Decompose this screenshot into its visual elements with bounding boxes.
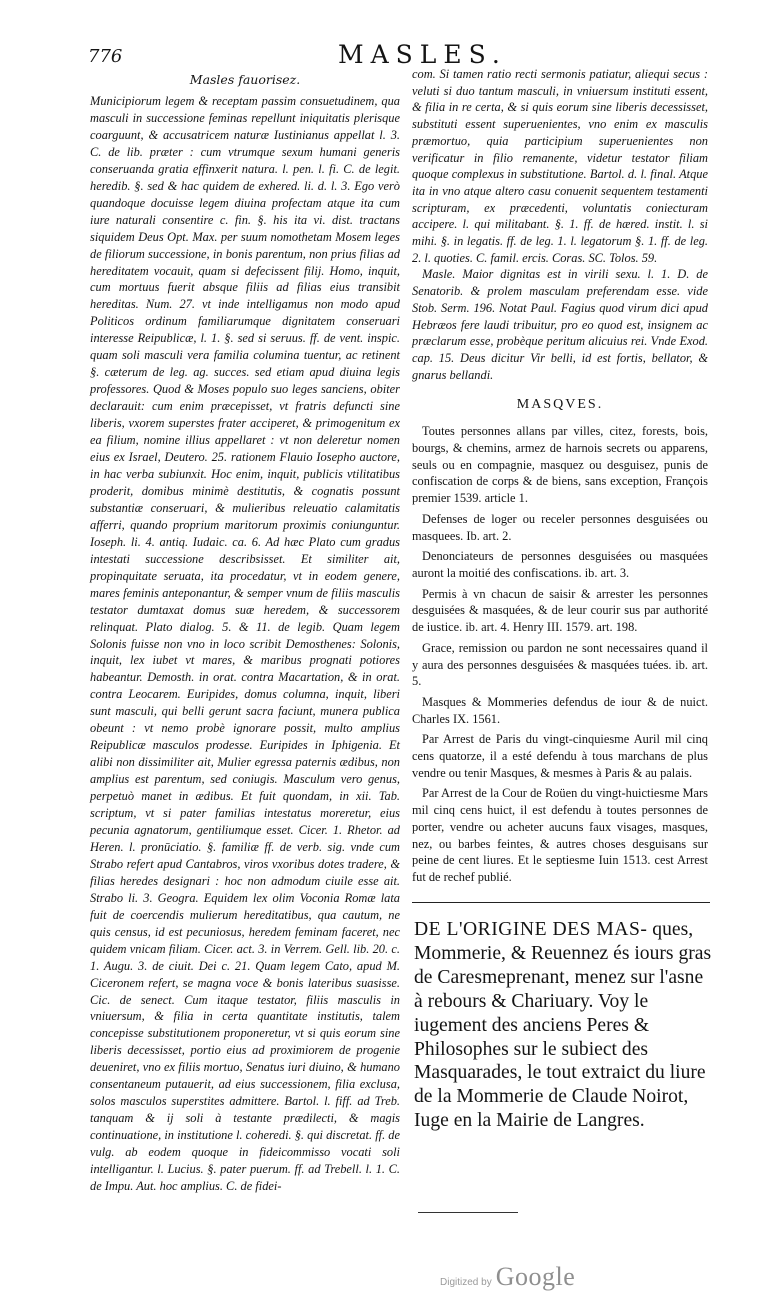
masques-paragraph: Denonciateurs de personnes desguisées ou masquées auront la moitié des confiscations. ib. art. 3. xyxy=(412,549,708,580)
masques-paragraph: Par Arrest de Paris du vingt-cinquiesme Auril mil cinq cens quatorze, il a esté defendu à tous marchans de plus vendre ou tenir Masques, & mesmes à Paris & au palais. xyxy=(412,732,708,780)
masques-paragraph: Permis à vn chacun de saisir & arrester les personnes desguisées & masquées, & de leur courir sus par authorité de iustice. ib. art. 4. Henry III. 1579. art. 198. xyxy=(412,586,708,635)
google-logo: Google xyxy=(495,1262,576,1291)
origin-title-first-line: DE L'ORIGINE DES MAS- xyxy=(414,919,648,940)
left-subheading: Masles fauorisez. xyxy=(189,72,301,87)
origin-section-title xyxy=(414,918,712,1133)
page-number: 776 xyxy=(88,46,123,67)
right-column xyxy=(412,66,708,890)
section-title-masques: MASQVES. xyxy=(516,397,604,413)
closing-rule xyxy=(418,1212,518,1213)
masques-paragraph: Par Arrest de la Cour de Roüen du vingt-huictiesme Mars mil cinq cens huict, il est defendu à toutes personnes de porter, vendre ou acheter aucuns faux visages, masques, nez, ou barbes feintes, & autres choses desguisans sur peine de cent liures. Et le septiesme Iuin 1513. cest Arrest fut de rechef publié. xyxy=(412,786,708,884)
running-head: MASLES. xyxy=(338,40,507,69)
masques-paragraph: Toutes personnes allans par villes, citez, forests, bois, bourgs, & chemins, armez de harnois secrets ou apparens, seuls ou en compagnie, masquez ou desguisez, punis de confiscation de corps & de biens, sans exception, François premier 1539. article 1. xyxy=(412,424,708,506)
section-divider xyxy=(412,902,710,903)
left-column-text: Municipiorum legem & receptam passim consuetudinem, qua masculi in successione feminas repellunt iniquitatis plerisque coarguunt, & accusatricem naturæ Iustinianus appellat l. 3. C. de lib. præter : cum vtrumque sexum humani generis conseruanda gratia effinxerit natura. l. pen. l. fi. C. de legit. heredib. §. sed & hac quidem de exhered. li. d. l. 3. Ego verò quandoque docuisse legem diuina profectam atque ita cum iure naturali consentire c. fin. §. his ita vi. dist. tractans siquidem Deus Opt. Max. per suum nomothetam Mosem leges de filiorum successione, in bonis parentum, non prius filias ad hereditatem vocauit, quam si defecissent filij. Homo, inquit, cum mortuus fuerit absque filiis ad filias eius transibit hereditas. Num. 27. vt inde intelligamus non modo apud Politicos ordinum familiarumque dignitatem conseruari interesse Reipublicæ, l. 1. §. sed si seruus. ff. de vent. inspic. quam soli masculi vera familia columina tuentur, ac retinent §. cæterum de leg. ag. succes. sed etiam apud diuina legis professores. Quod & Moses populo suo leges sanciens, obiter declarauit: cum enim præcepisset, vt fratris defuncti sine liberis, vxorem superstes frater acciperet, & primogenitum ex ea filium, nomine illius appellaret : vt non deleretur nomen eius ex Israel, Deutero. 25. rationem Flauio Iosepho auctore, in hac verba subiunxit. Hoc enim, inquit, publicis vtilitatibus proderit, domibus minimè destitutis, & cognatis possunt substantiæ conseruari, & mulieribus releuatio calamitatis afferri, quando proprium maritorum proximis coniunguntur. Ioseph. li. 4. antiq. Iudaic. ca. 6. Ad hæc Plato cum gradus intestati successione describsisset. Et similiter ait, propinquitate seruata, ita procedatur, vt in eodem genere, mares feminis anteponantur, & semper vnum de filiis masculis testator dumtaxat domus suæ heredem, & successorem relinquat. Plato dialog. 5. & 11. de legib. Quam legem Solonis fuisse non vno in loco scribit Demosthenes: Solonis, inquit, lex iubet vt mares, & maribus prognati potiores habeantur. Demosth. in orat. contra Macartation, & in orat. contra Leocarem. Euripides, domus columna, inquit, liberi sunt masculi, qui belli gerunt sacra faciunt, munera publica obeunt : vt nemo probè ignorare possit, multo amplius Reipublicæ masculos prodesse. Euripides in Iphigenia. Et alibi non dissimiliter ait, Mulier egressa paternis ædibus, non amplius est parentum, sed coniugis. Masculum vero genus, perpetuò manet in ædibus. Et fuit quondam, in xii. Tab. scriptum, vt si pater familias intestatus moreretur, eius pecunia agnatorum, gentiliumque esset. Cicer. 1. Rhetor. ad Heren. l. pronūciatio. §. familiæ ff. de verb. sig. vnde cum Strabo refert apud Cantabros, viros vxoribus dotes tradere, & filias heredes designari : hoc non admodum ciuile esse ait. Strabo li. 3. Geogra. Equidem lex olim Voconia Romæ lata fuit de coercendis mulierum hereditatibus, qua cautum, ne quis census, id est pecuniosus, heredem feminam faceret, nec quidem vnicam filiam. Cicer. act. 3. in Verrem. Gell. lib. 20. c. 1. Augu. 3. de ciuit. Dei c. 21. Quam legem Cato, apud M. Ciceronem refert, se magna voce & bonis lateribus suasisse. Cic. de senect. Cum itaque testator, filiis masculis in vniuersum, & filia in certa quantitate institutis, talem concepisse substitutionem proponeretur, vt si quis eorum sine liberis decessisset, portio eius ad proximiorem de progenie deueniret, vno ex filiis mortuo, Senatus iuri diuino, & humano consentaneum putauerit, ad eius successionem, filia exclusa, solos masculos superstites admittere. Bartol. l. fiff. ad Treb. tanquam & ij soli à testante prædilecti, & magis continuatione, in institutione l. coheredi. §. qui discretat. ff. de vulg. ab eodem quoque in fideicommisso vocati soli intelligantur. l. Lucius. §. pater puerum. ff. ad Trebell. l. 1. C. de Impu. Aut. hoc amplius. C. de fidei- xyxy=(90,94,400,1193)
digitization-watermark xyxy=(440,1262,575,1292)
right-continuation-text: com. Si tamen ratio recti sermonis patiatur, aliequi secus : veluti si duo tantum masculi, in vniuersum instituti essent, & filia in re certa, & si quis eorum sine liberis decessisset, substituti essent superuenientes, vno enim ex masculis præmortuo, quia participium superuenientes non verificatur in filio remanente, videtur testator filiam quoque complexus in substitutione. Bartol. d. l. final. Atque ita in vno atque altero casu conuenit sequentem testamenti scripturam, ex præcedenti, voluntatis coniecturam accipere. l. qui militabant. §. 1. ff. de hæred. instit. l. si mihi. §. in legatis. ff. de leg. 1. l. legatorum §. 1. ff. de leg. 2. l. quoties. C. famil. ercis. Coras. SC. Tolos. 59. xyxy=(412,67,708,265)
origin-title-rest: ques, Mommerie, & Reuennez és iours gras de Caresmeprenant, menez sur l'asne à rebours & Chariuary. Voy le iugement des anciens Peres & Philosophes sur le subiect des Masquarades, le tout extraict du liure de la Mommerie de Claude Noirot, Iuge en la Mairie de Langres. xyxy=(414,919,712,1132)
left-column xyxy=(90,72,400,1195)
masle-paragraph: Masle. Maior dignitas est in virili sexu. l. 1. D. de Senatorib. & prolem masculam preferendam esse. vide Stob. Serm. 196. Notat Paul. Fagius quod virum dici apud Hebræos fere laudi tribuitur, pro eo quod est, insignem ac præclarum esse, probèque peritum alicuius rei. Vnde Exod. cap. 15. Deus dicitur Vir belli, id est fortis, bellator, & gnarus bellandi. xyxy=(412,267,708,382)
masques-paragraph: Grace, remission ou pardon ne sont necessaires quand il y aura des personnes desguisées & masquées tuées. ib. art. 5. xyxy=(412,640,708,689)
watermark-prefix: Digitized by xyxy=(440,1277,492,1288)
masques-paragraph: Defenses de loger ou receler personnes desguisées ou masquees. Ib. art. 2. xyxy=(412,511,708,543)
masques-paragraph: Masques & Mommeries defendus de iour & de nuict. Charles IX. 1561. xyxy=(412,694,708,726)
